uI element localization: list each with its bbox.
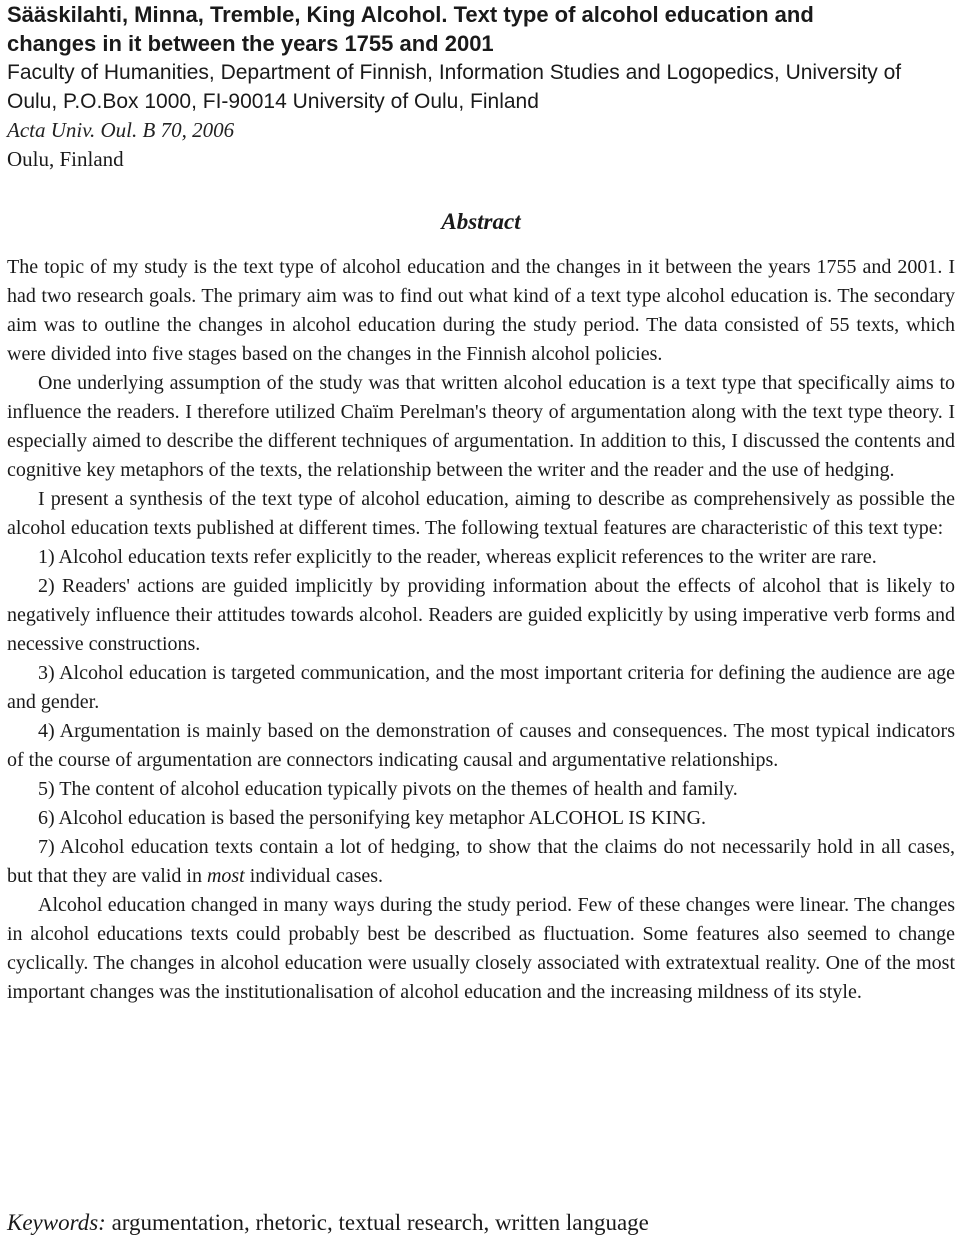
publication-place: Oulu, Finland xyxy=(7,147,124,171)
feature-item-4: 4) Argumentation is mainly based on the demonstration of causes and consequences. The most typical indicators of the course of argumentation are connectors indicating causal and argumentative relationships. xyxy=(7,720,955,771)
feature-item-7 xyxy=(7,833,955,891)
abstract-paragraph-3: I present a synthesis of the text type of alcohol education, aiming to describe as comprehensively as possible the alcohol education texts published at different times. The following textual features are characteristic of this text type: xyxy=(7,488,955,539)
title-line-2: changes in it between the years 1755 and 2001 xyxy=(7,31,494,56)
feature-item-5: 5) The content of alcohol education typically pivots on the themes of health and family. xyxy=(38,778,738,800)
abstract-body xyxy=(7,253,955,1007)
feature-item-1: 1) Alcohol education texts refer explicitly to the reader, whereas explicit references to the writer are rare. xyxy=(38,546,877,568)
abstract-paragraph-2: One underlying assumption of the study was that written alcohol education is a text type that specifically aims to influence the readers. I therefore utilized Chaïm Perelman's theory of argumentation along with the text type theory. I especially aimed to describe the different techniques of argumentation. In addition to this, I discussed the contents and cognitive key metaphors of the texts, the relationship between the writer and the reader and the use of hedging. xyxy=(7,372,955,481)
title-line-1: Sääskilahti, Minna, Tremble, King Alcohol. Text type of alcohol education and xyxy=(7,2,814,27)
feature-item-3: 3) Alcohol education is targeted communication, and the most important criteria for defining the audience are age and gender. xyxy=(7,662,955,713)
affiliation-line-1: Faculty of Humanities, Department of Finnish, Information Studies and Logopedics, University of xyxy=(7,61,902,84)
series-citation: Acta Univ. Oul. B 70, 2006 xyxy=(7,118,235,142)
feature-item-7-text-b: individual cases. xyxy=(244,865,384,887)
feature-item-7-emphasis: most xyxy=(206,865,245,887)
abstract-paragraph-1: The topic of my study is the text type of alcohol education and the changes in it between the years 1755 and 2001. I had two research goals. The primary aim was to find out what kind of a text type alcohol education is. The secondary aim was to outline the changes in alcohol education during the study period. The data consisted of 55 texts, which were divided into five stages based on the changes in the Finnish alcohol policies. xyxy=(7,256,955,365)
abstract-heading: Abstract xyxy=(441,209,521,234)
feature-item-6: 6) Alcohol education is based the personifying key metaphor ALCOHOL IS KING. xyxy=(38,807,707,829)
keywords-values: argumentation, rhetoric, textual research, written language xyxy=(111,1210,649,1235)
feature-item-2: 2) Readers' actions are guided implicitly by providing information about the effects of alcohol that is likely to negatively influence their attitudes towards alcohol. Readers are guided explicitly by using imperative verb forms and necessive constructions. xyxy=(7,575,955,655)
keywords-line xyxy=(7,1208,955,1238)
document-page xyxy=(7,0,955,1235)
affiliation-line-2: Oulu, P.O.Box 1000, FI-90014 University of Oulu, Finland xyxy=(7,90,539,113)
abstract-paragraph-last: Alcohol education changed in many ways during the study period. Few of these changes were linear. The changes in alcohol educations texts could probably best be described as fluctuation. Some features also seemed to change cyclically. The changes in alcohol education were usually closely associated with extratextual reality. One of the most important changes was the institutionalisation of alcohol education and the increasing mildness of its style. xyxy=(7,894,955,1003)
citation-header xyxy=(7,0,955,174)
feature-item-7-text-a: 7) Alcohol education texts contain a lot of hedging, to show that the claims do not necessarily hold in all cases, but that they are valid in xyxy=(7,836,955,887)
keywords-label: Keywords: xyxy=(7,1210,106,1235)
